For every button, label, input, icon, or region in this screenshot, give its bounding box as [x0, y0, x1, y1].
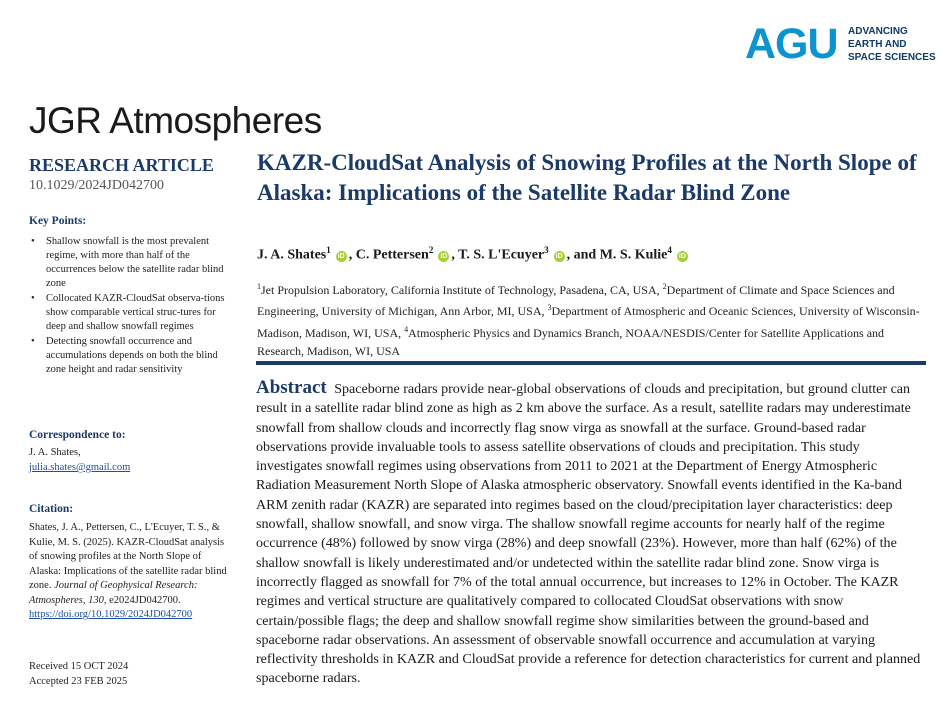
affiliation-sup: 2 — [662, 282, 667, 291]
article-doi[interactable]: 10.1029/2024JD042700 — [29, 178, 164, 193]
abstract-section — [256, 378, 927, 689]
article-title: KAZR-CloudSat Analysis of Snowing Profiles at the North Slope of Alaska: Implications of the Satellite Radar Blind Zone — [257, 150, 917, 205]
agu-logo-mark: AGU — [745, 20, 838, 68]
citation-plain: Shates, J. A., Pettersen, C., L'Ecuyer, T. S., & Kulie, M. S. (2025). KAZR-CloudSat analysis of snowing profiles at the North Slope of Alaska: Implications of the satellite radar blind zone. — [29, 522, 227, 591]
orcid-icon[interactable]: iD — [678, 252, 686, 260]
affiliation-sup: 1 — [257, 282, 261, 291]
key-point-item: • Detecting snowfall occurrence and accumulations depends on both the blind zone height and radar sensitivity — [29, 335, 234, 377]
affiliation-sup: 3 — [547, 303, 552, 313]
agu-tagline-line: ADVANCING — [848, 26, 908, 37]
author-connector: and — [573, 247, 597, 263]
citation-text — [29, 521, 234, 623]
orcid-icon[interactable]: iD — [337, 252, 345, 260]
orcid-icon[interactable]: iD — [440, 252, 448, 260]
author-name[interactable]: J. A. Shates — [257, 247, 327, 263]
key-points-list — [29, 235, 234, 378]
citation-article-number: e2024JD042700. — [106, 594, 181, 606]
author-name[interactable]: M. S. Kulie — [599, 247, 668, 263]
correspondence-heading: Correspondence to: — [29, 429, 126, 441]
article-type: RESEARCH ARTICLE — [29, 155, 214, 175]
affiliation-text: Department of Climate and Space Sciences and Engineering, University of Michigan, Ann Arbor, MI, USA, — [257, 283, 895, 319]
key-points-heading: Key Points: — [29, 215, 87, 227]
accepted-date: Accepted 23 FEB 2025 — [29, 676, 128, 687]
key-point-item: • Shallow snowfall is the most prevalent regime, with more than half of the occurrences below the satellite radar blind zone — [29, 235, 234, 291]
agu-logo — [745, 22, 945, 68]
author-affiliation-sup: 3 — [544, 245, 549, 255]
affiliation-sup: 4 — [404, 324, 409, 334]
abstract-text: Spaceborne radars provide near-global observations of clouds and precipitation, but ground clutter can result in a satellite radar blind zone as high as 2 km above the surface. As a result, satellite radars may underestimate snowfall from shallow clouds and incorrectly flag snow virga as snowfall at the surface. Ground-based radar observations provide invaluable tools to assess satellite observations of clouds and precipitation. This study investigates snowfall regimes using observations from 2011 to 2021 at the Department of Energy Atmospheric Radiation Measurement North Slope of Alaska atmospheric observatory. Snowfall events identified in the Ka-band ARM zenith radar (KAZR) are separated into regimes based on the cloud/precipitation layer characteristics: deep snowfall, shallow snowfall, and snow virga. The shallow snowfall regime accounts for nearly half of the regime occurrence (48%) followed by snow virga (28%) and deep snowfall (23%). However, more than half (62%) of the shallow snowfall is likely underestimated and/or undetected within the satellite radar blind zone. Snow virga is incorrectly flagged as snowfall for 7% of the total annual occurrence, but increases to 12% in October. The KAZR regimes and vertical structure are qualitatively compared to collocated CloudSat observations with snow certain/possible flags; the deep and shallow snowfall regime show similarities between the ground-based and spaceborne radar observations. An assessment of observable snowfall occurrence and accumulation at varying reflectivity thresholds in KAZR and CloudSat provide a reference for detection characteristics for current and planned spaceborne radars. — [256, 381, 921, 687]
author-affiliation-sup: 1 — [326, 245, 331, 255]
abstract-heading: Abstract — [256, 377, 327, 398]
key-point-item: • Collocated KAZR-CloudSat observa-tions show comparable vertical struc-tures for deep and shallow snowfall regimes — [29, 292, 234, 334]
author-affiliation-sup: 4 — [667, 245, 672, 255]
orcid-icon[interactable]: iD — [555, 252, 563, 260]
affiliation-text: Department of Atmospheric and Oceanic Sciences, University of Wisconsin-Madison, Madison, WI, USA, — [257, 304, 920, 340]
received-date: Received 15 OCT 2024 — [29, 661, 129, 672]
affiliation-text: Atmospheric Physics and Dynamics Branch, NOAA/NESDIS/Center for Satellite Applications and Research, Madison, WI, USA — [257, 325, 885, 358]
agu-logo-tagline — [848, 25, 947, 64]
affiliation-text: Jet Propulsion Laboratory, California Institute of Technology, Pasadena, CA, USA, — [261, 283, 663, 297]
section-divider — [256, 361, 926, 365]
author-name[interactable]: T. S. L'Ecuyer — [458, 247, 545, 263]
author-list: J. A. Shates$^1$iD , C. Pettersen$^2$iD , T. S. L'Ecuyer$^3$iD , and M. S. Kulie$^4$iD — [257, 245, 686, 263]
correspondence-name: J. A. Shates, — [29, 447, 81, 458]
correspondence-email-link[interactable]: julia.shates@gmail.com — [29, 462, 131, 473]
author-affiliation-sup: 2 — [428, 245, 434, 255]
affiliations — [257, 278, 927, 360]
agu-tagline-line: EARTH AND — [848, 39, 907, 50]
citation-journal: Journal of Geophysical Research: Atmospheres, 130, — [29, 580, 198, 606]
agu-tagline-line: SPACE SCIENCES — [848, 52, 936, 63]
citation-heading: Citation: — [29, 503, 74, 515]
citation-doi-link[interactable]: https://doi.org/10.1029/2024JD042700 — [29, 609, 193, 620]
journal-name: JGR Atmospheres — [29, 100, 322, 141]
author-name[interactable]: C. Pettersen — [355, 247, 429, 263]
